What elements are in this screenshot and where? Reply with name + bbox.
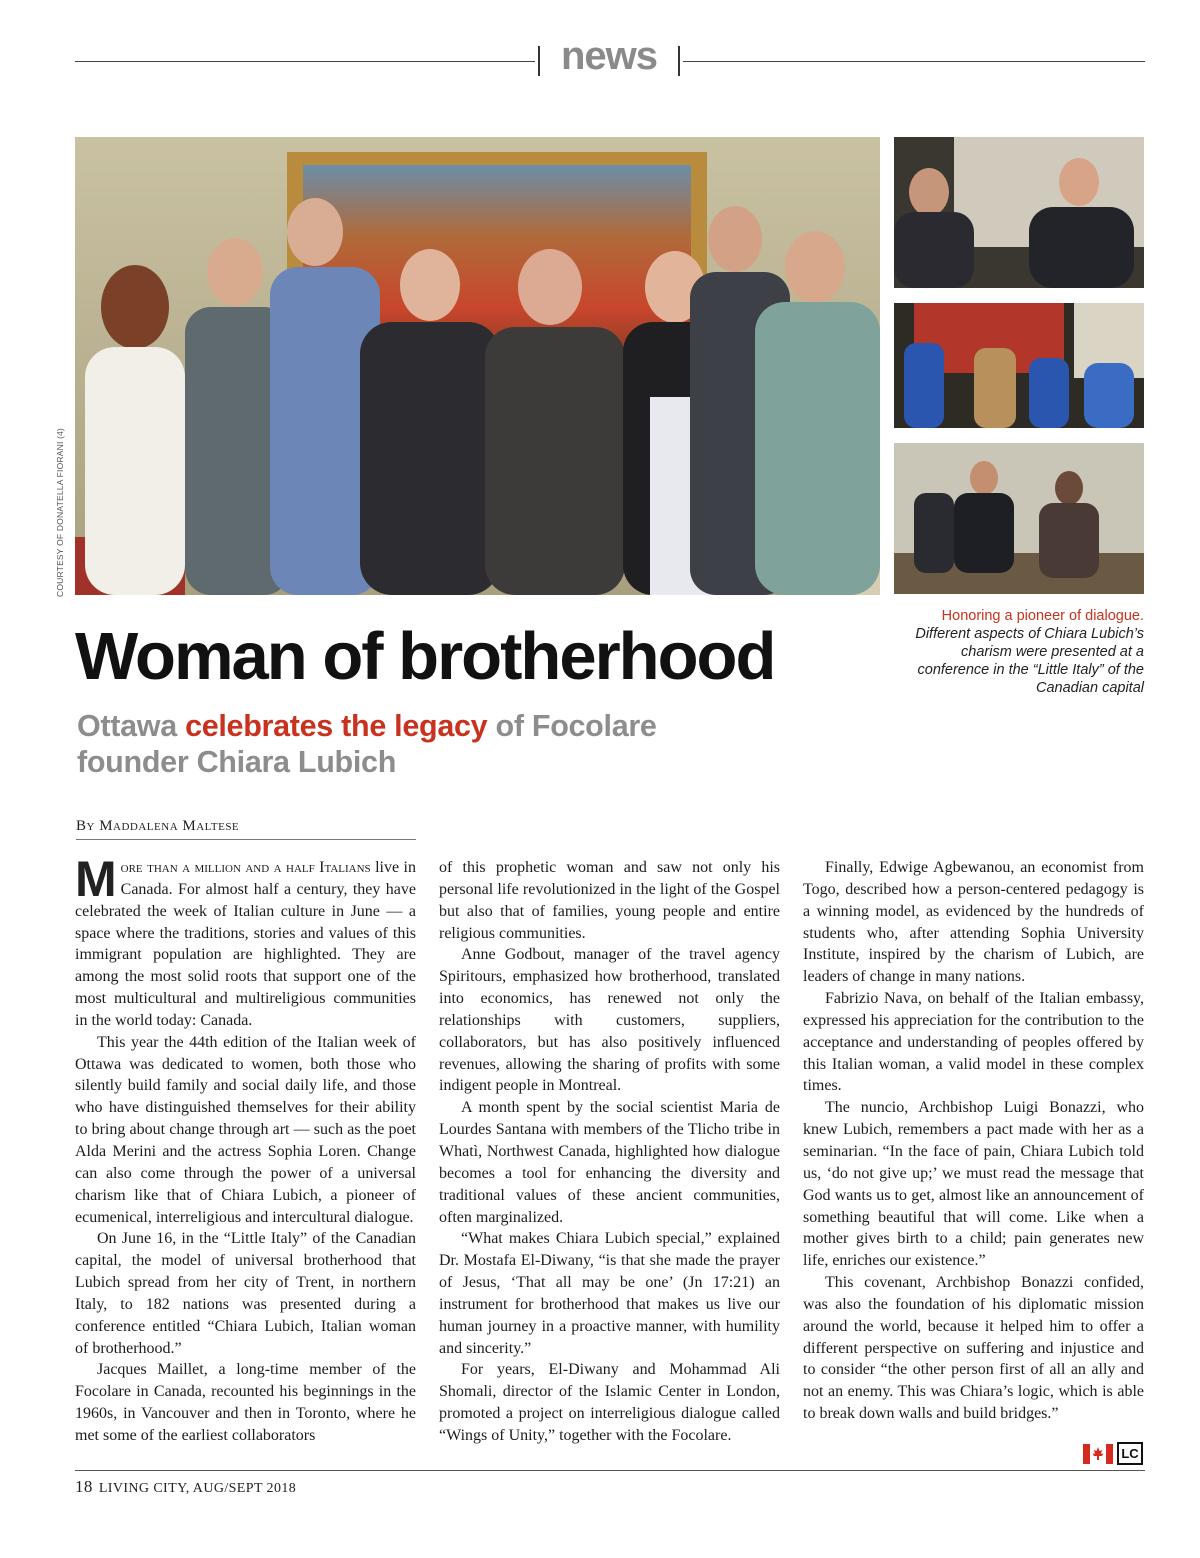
paragraph (75, 851, 416, 1032)
caption-text: Different aspects of Chiara Lubich’s charism were presented at a conference in the “Little Italy” of the Canadian capital (915, 626, 1144, 696)
paragraph: On June 16, in the “Little Italy” of the Canadian capital, the model of universal brotherhood that Lubich spread from her city of Trent, in northern Italy, to 182 nations was presented during a conference entitled “Chiara Lubich, Italian woman of brotherhood.” (75, 1230, 416, 1357)
canada-flag-icon (1083, 1444, 1113, 1464)
end-mark (1083, 1442, 1143, 1465)
column-3 (803, 857, 1144, 1425)
paragraph: For years, El-Diwany and Mohammad Ali Shomali, director of the Islamic Center in London, promoted a project on interreligious dialogue called “Wings of Unity,” together with the Focolare. (439, 1361, 780, 1444)
article-headline: Woman of brotherhood (75, 619, 775, 694)
group-photo (75, 137, 880, 595)
paragraph: The nuncio, Archbishop Luigi Bonazzi, who knew Lubich, remembers a pact made with her as a seminarian. “In the face of pain, Chiara Lubich told us, ‘do not give up;’ we must read the message that God wants us to get, almost like an announcement of something beautiful that will come. Like when a mother gives birth to a child; pain generates new life, enriches our existence.” (803, 1099, 1144, 1270)
publication-name: LIVING CITY, AUG/SEPT 2018 (98, 1481, 297, 1496)
byline-rule (76, 839, 416, 840)
speaker-photo (894, 137, 1144, 288)
panel-photo (894, 443, 1144, 594)
lead-in: ore than a million and a half Italians (120, 859, 371, 876)
header-tick-right (678, 46, 680, 76)
paragraph: Anne Godbout, manager of the travel agency Spiritours, emphasized how brotherhood, translated into economics, has renewed not only the relationships with customers, suppliers, collaborators, but has also positively influenced revenues, allowing the sharing of profits with some indigent people in Montreal. (439, 946, 780, 1095)
paragraph: of this prophetic woman and saw not only his personal life revolutionized in the light of the Gospel but also that of families, young people and entire religious communities. (439, 859, 780, 942)
header-tick-left (538, 46, 540, 76)
byline: By Maddalena Maltese (76, 818, 240, 834)
photo-caption (900, 607, 1144, 697)
footer-rule (75, 1470, 1145, 1471)
paragraph: This year the 44th edition of the Italian week of Ottawa was dedicated to women, both those who silently build family and social daily life, and those who have distinguished themselves for their ability to bring about change through art — such as the poet Alda Merini and the actress Sophia Loren. Change can also come through the power of a universal charism like that of Chiara Lubich, a pioneer of ecumenical, interreligious and intercultural dialogue. (75, 1033, 416, 1226)
paragraph: Finally, Edwige Agbewanou, an economist from Togo, described how a person-centered pedagogy is a winning model, as evidenced by the hundreds of students who, after attending Sophia University Institute, inspired by the charism of Lubich, are leaders of change in many nations. (803, 859, 1144, 986)
header-rule-left (75, 61, 535, 62)
subhead-part1: Ottawa (77, 709, 186, 743)
subhead-part2: of Focolare founder Chiara Lubich (77, 709, 657, 779)
paragraph: A month spent by the social scientist Maria de Lourdes Santana with members of the Tlicho tribe in Whatì, Northwest Canada, highlighted how dialogue becomes a tool for enhancing the diversity and traditional values of these ancient communities, often marginalized. (439, 1099, 780, 1226)
article-subhead (77, 708, 697, 780)
subhead-highlight: celebrates the legacy (185, 709, 488, 743)
column-1 (75, 851, 416, 1447)
paragraph: Fabrizio Nava, on behalf of the Italian embassy, expressed his appreciation for the contribution to the acceptance and understanding of peoples offered by this Italian woman, a valid model in these complex times. (803, 990, 1144, 1095)
lc-logo: LC (1117, 1442, 1143, 1465)
paragraph-text: live in Canada. For almost half a century, they have celebrated the week of Italian culture in June — a space where the traditions, stories and values of this immigrant population are highlighted. They are among the most solid roots that support one of the most multicultural and multireligious communities in the world today: Canada. (75, 859, 416, 1029)
folio (75, 1477, 296, 1497)
paragraph: Jacques Maillet, a long-time member of the Focolare in Canada, recounted his beginnings in the 1960s, in Vancouver and then in Toronto, where he met some of the earliest collaborators (75, 1361, 416, 1444)
column-2 (439, 857, 780, 1447)
page-number: 18 (75, 1477, 93, 1496)
caption-highlight: Honoring a pioneer of dialogue. (941, 608, 1144, 624)
stage-photo (894, 303, 1144, 428)
header-rule-right (683, 61, 1145, 62)
section-label: news (560, 34, 658, 78)
paragraph: This covenant, Archbishop Bonazzi confided, was also the foundation of his diplomatic mission around the world, because it helped him to offer a different perspective on suffering and injustice and to consider “the other person first of all an ally and not an enemy. This was Chiara’s logic, which is able to break down walls and build bridges.” (803, 1274, 1144, 1423)
paragraph: “What makes Chiara Lubich special,” explained Dr. Mostafa El-Diwany, “is that she made the prayer of Jesus, ‘That all may be one’ (Jn 17:21) an instrument for brotherhood that makes us live our human journey in a proactive manner, with humility and sincerity.” (439, 1230, 780, 1357)
photo-credit: COURTESY OF DONATELLA FIORANI (4) (55, 427, 65, 597)
drop-cap: M (75, 851, 117, 907)
